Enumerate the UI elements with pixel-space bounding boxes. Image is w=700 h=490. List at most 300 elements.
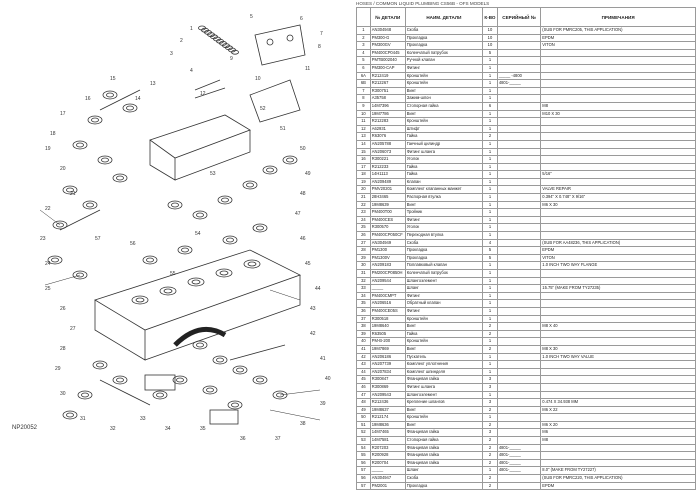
row-part-number: 19M7786 bbox=[370, 110, 405, 118]
row-part-name: Скоба bbox=[405, 27, 482, 35]
row-note: 0.474 X 34.938 MM bbox=[541, 399, 696, 407]
parts-table bbox=[356, 7, 696, 490]
row-part-name: Винт bbox=[405, 345, 482, 353]
row-serial bbox=[497, 194, 540, 202]
row-part-name: Фитинг шланга bbox=[405, 383, 482, 391]
row-serial bbox=[497, 125, 540, 133]
row-note bbox=[541, 156, 696, 164]
row-part-name: Винт bbox=[405, 406, 482, 414]
row-note: EPDM bbox=[541, 482, 696, 490]
row-note bbox=[541, 57, 696, 65]
row-part-name: Шланг bbox=[405, 467, 482, 475]
row-quantity: 5 bbox=[483, 49, 498, 57]
row-note bbox=[541, 368, 696, 376]
row-note: (SUB FOR AA48236, THIS APPLICATION) bbox=[541, 239, 696, 247]
row-part-number: AN206073 bbox=[370, 148, 405, 156]
row-part-name: Поплавковый клапан bbox=[405, 262, 482, 270]
row-quantity: 1 bbox=[483, 209, 498, 217]
diagram-callout: 7 bbox=[320, 31, 323, 37]
row-serial bbox=[497, 209, 540, 217]
table-row bbox=[357, 224, 696, 232]
diagram-callout: 6 bbox=[300, 16, 303, 22]
table-row bbox=[357, 186, 696, 194]
table-row bbox=[357, 361, 696, 369]
row-serial bbox=[497, 178, 540, 186]
row-quantity: 1 bbox=[483, 368, 498, 376]
row-index: 17 bbox=[357, 163, 371, 171]
table-row bbox=[357, 194, 696, 202]
table-header-row bbox=[357, 8, 696, 27]
row-index: 42 bbox=[357, 353, 371, 361]
diagram-callout: 9 bbox=[230, 56, 233, 62]
row-part-name: Шланг bbox=[405, 285, 482, 293]
row-quantity: 2 bbox=[483, 437, 498, 445]
row-note bbox=[541, 133, 696, 141]
row-serial bbox=[497, 429, 540, 437]
row-index: 35 bbox=[357, 300, 371, 308]
row-part-number: _____ bbox=[370, 285, 405, 293]
row-part-number: R207203 bbox=[370, 444, 405, 452]
row-index: 56 bbox=[357, 459, 371, 467]
row-part-name: Переходная втулка bbox=[405, 232, 482, 240]
row-index: 38 bbox=[357, 323, 371, 331]
row-quantity: 1 bbox=[483, 216, 498, 224]
row-note bbox=[541, 95, 696, 103]
row-serial bbox=[497, 307, 540, 315]
row-note: VITON bbox=[541, 254, 696, 262]
row-index: 9 bbox=[357, 102, 371, 110]
row-index: 49 bbox=[357, 406, 371, 414]
row-part-number: AN207834 bbox=[370, 368, 405, 376]
row-serial bbox=[497, 186, 540, 194]
row-index: 18 bbox=[357, 171, 371, 179]
row-part-name: Кронштейн bbox=[405, 72, 482, 80]
row-note: 5/16" bbox=[541, 171, 696, 179]
row-part-name: Комплект шпинделя bbox=[405, 368, 482, 376]
diagram-callout: 15 bbox=[110, 76, 116, 82]
table-row bbox=[357, 118, 696, 126]
row-quantity: 1 bbox=[483, 285, 498, 293]
row-part-name: Пускатель bbox=[405, 353, 482, 361]
row-part-number: PMTB002040 bbox=[370, 57, 405, 65]
diagram-callout: 39 bbox=[320, 401, 326, 407]
row-index: 12 bbox=[357, 125, 371, 133]
table-row bbox=[357, 338, 696, 346]
row-part-name: Шлангоэлемент bbox=[405, 391, 482, 399]
row-part-name: Комплект уплотнения bbox=[405, 361, 482, 369]
row-part-number: PM400CE05S bbox=[370, 307, 405, 315]
row-quantity: 3 bbox=[483, 383, 498, 391]
row-quantity: 1 bbox=[483, 391, 498, 399]
row-serial bbox=[497, 140, 540, 148]
row-quantity: 2 bbox=[483, 444, 498, 452]
row-serial bbox=[497, 421, 540, 429]
table-row bbox=[357, 391, 696, 399]
table-row bbox=[357, 171, 696, 179]
row-part-number: R300518 bbox=[370, 315, 405, 323]
table-row bbox=[357, 323, 696, 331]
row-index: 1 bbox=[357, 27, 371, 35]
row-part-name: Коленчатый патрубок bbox=[405, 270, 482, 278]
row-part-name: Комплект клапанных манжет bbox=[405, 186, 482, 194]
diagram-callout: 43 bbox=[310, 306, 316, 312]
row-quantity: 1 bbox=[483, 194, 498, 202]
row-note bbox=[541, 459, 696, 467]
table-row bbox=[357, 95, 696, 103]
row-part-number: PM400CES bbox=[370, 216, 405, 224]
row-note: M6 X 22 bbox=[541, 406, 696, 414]
row-note bbox=[541, 49, 696, 57]
row-note: VALVE REPAIR bbox=[541, 186, 696, 194]
table-row bbox=[357, 49, 696, 57]
row-part-number: AN304948 bbox=[370, 27, 405, 35]
table-row bbox=[357, 315, 696, 323]
diagram-callout: 2 bbox=[180, 38, 183, 44]
row-index: 37 bbox=[357, 315, 371, 323]
row-note: (SUB FOR PMRC205, THIS APPLICATION) bbox=[541, 27, 696, 35]
table-row bbox=[357, 376, 696, 384]
row-quantity: 1 bbox=[483, 300, 498, 308]
row-index: 19 bbox=[357, 178, 371, 186]
row-index: 8 bbox=[357, 95, 371, 103]
row-index: 32 bbox=[357, 277, 371, 285]
diagram-callout: 48 bbox=[300, 191, 306, 197]
row-note: (SUB FOR PMRC220, THIS APPLICATION) bbox=[541, 475, 696, 483]
row-index: 56 bbox=[357, 475, 371, 483]
row-quantity: 1 bbox=[483, 232, 498, 240]
diagram-callout: 27 bbox=[70, 326, 76, 332]
row-serial bbox=[497, 383, 540, 391]
row-note bbox=[541, 87, 696, 95]
row-quantity: 1 bbox=[483, 72, 498, 80]
row-part-name: Стопорная гайка bbox=[405, 437, 482, 445]
row-note bbox=[541, 178, 696, 186]
row-serial bbox=[497, 277, 540, 285]
row-quantity: 1 bbox=[483, 87, 498, 95]
row-part-number: R212436 bbox=[370, 399, 405, 407]
row-quantity: 2 bbox=[483, 330, 498, 338]
diagram-callout: 26 bbox=[60, 306, 66, 312]
row-index: 15 bbox=[357, 148, 371, 156]
row-part-name: Штифт bbox=[405, 125, 482, 133]
table-row bbox=[357, 353, 696, 361]
table-row bbox=[357, 133, 696, 141]
row-part-name: Кронштейн bbox=[405, 315, 482, 323]
row-part-number: R212267 bbox=[370, 80, 405, 88]
row-serial bbox=[497, 330, 540, 338]
row-part-number: A35758 bbox=[370, 95, 405, 103]
row-quantity: 1 bbox=[483, 57, 498, 65]
row-index: 27 bbox=[357, 239, 371, 247]
row-part-number: R200704 bbox=[370, 459, 405, 467]
row-part-name: Винт bbox=[405, 201, 482, 209]
diagram-callout: 20 bbox=[60, 166, 66, 172]
diagram-callout: 31 bbox=[80, 416, 86, 422]
row-part-name: Клапан bbox=[405, 178, 482, 186]
row-quantity: 2 bbox=[483, 421, 498, 429]
row-index: 6B bbox=[357, 80, 371, 88]
table-row bbox=[357, 156, 696, 164]
row-part-number: R212233 bbox=[370, 163, 405, 171]
row-part-name: Обратный клапан bbox=[405, 300, 482, 308]
row-quantity: 5 bbox=[483, 254, 498, 262]
row-part-number: PM1300V bbox=[370, 254, 405, 262]
row-part-number: AN207739 bbox=[370, 361, 405, 369]
row-serial bbox=[497, 110, 540, 118]
row-serial bbox=[497, 338, 540, 346]
table-row bbox=[357, 148, 696, 156]
row-part-number: R200928 bbox=[370, 452, 405, 460]
diagram-callout: 1 bbox=[190, 26, 193, 32]
row-index: 7 bbox=[357, 87, 371, 95]
diagram-callout: 33 bbox=[140, 416, 146, 422]
row-part-number: PM300GV bbox=[370, 42, 405, 50]
row-index: 5 bbox=[357, 57, 371, 65]
row-serial bbox=[497, 323, 540, 331]
row-part-number: R212419 bbox=[370, 72, 405, 80]
row-note: 1.0 INCH TWO WAY VALUE bbox=[541, 353, 696, 361]
table-row bbox=[357, 102, 696, 110]
table-row bbox=[357, 459, 696, 467]
diagram-callout: 3 bbox=[170, 51, 173, 57]
table-row bbox=[357, 80, 696, 88]
table-row bbox=[357, 444, 696, 452]
row-index: 30 bbox=[357, 262, 371, 270]
row-serial: 4801-_____ bbox=[497, 459, 540, 467]
row-serial bbox=[497, 95, 540, 103]
row-part-name: Прокладка bbox=[405, 247, 482, 255]
row-serial bbox=[497, 87, 540, 95]
row-part-name: Винт bbox=[405, 87, 482, 95]
row-quantity: 1 bbox=[483, 186, 498, 194]
document-title: HOSES / COMMON LIQUID PLUMBING CS56B - OFS MODELS bbox=[356, 1, 490, 6]
row-part-name: Прокладка bbox=[405, 482, 482, 490]
row-part-number: R300570 bbox=[370, 224, 405, 232]
row-serial bbox=[497, 239, 540, 247]
row-quantity: 1 bbox=[483, 224, 498, 232]
diagram-callout: 57 bbox=[95, 236, 101, 242]
row-index: 31 bbox=[357, 270, 371, 278]
row-serial bbox=[497, 216, 540, 224]
parts-list-document bbox=[356, 0, 700, 488]
row-part-name: Скоба bbox=[405, 475, 482, 483]
row-serial: 4801-_____ bbox=[497, 467, 540, 475]
row-quantity: 1 bbox=[483, 353, 498, 361]
diagram-callout: 55 bbox=[170, 271, 176, 277]
row-note bbox=[541, 292, 696, 300]
row-note bbox=[541, 232, 696, 240]
row-part-number: R300751 bbox=[370, 87, 405, 95]
diagram-callout: 34 bbox=[165, 426, 171, 432]
row-part-name: Распорная втулка bbox=[405, 194, 482, 202]
diagram-callout: 23 bbox=[40, 236, 46, 242]
table-row bbox=[357, 110, 696, 118]
row-part-number: AN206516 bbox=[370, 300, 405, 308]
row-quantity: 2 bbox=[483, 323, 498, 331]
row-index: 4 bbox=[357, 49, 371, 57]
row-note bbox=[541, 224, 696, 232]
row-note bbox=[541, 414, 696, 422]
row-index: 3 bbox=[357, 42, 371, 50]
row-part-number: 19M8640 bbox=[370, 323, 405, 331]
row-serial bbox=[497, 262, 540, 270]
row-part-number: 19M7869 bbox=[370, 345, 405, 353]
row-serial bbox=[497, 171, 540, 179]
row-part-number: R212283 bbox=[370, 118, 405, 126]
row-index: 44 bbox=[357, 368, 371, 376]
row-part-number: AN304949 bbox=[370, 239, 405, 247]
table-row bbox=[357, 270, 696, 278]
row-part-number: 14M7396 bbox=[370, 102, 405, 110]
row-index: 34 bbox=[357, 292, 371, 300]
row-index: 16 bbox=[357, 156, 371, 164]
row-note: M6 bbox=[541, 429, 696, 437]
row-index: 6A bbox=[357, 72, 371, 80]
row-part-name: Винт bbox=[405, 421, 482, 429]
row-note bbox=[541, 72, 696, 80]
row-serial bbox=[497, 57, 540, 65]
table-row bbox=[357, 307, 696, 315]
row-note bbox=[541, 64, 696, 72]
col-header-quantity: К-ВО bbox=[483, 8, 498, 27]
diagram-callout: 52 bbox=[260, 106, 266, 112]
table-row bbox=[357, 72, 696, 80]
row-part-name: Кронштейн bbox=[405, 80, 482, 88]
row-quantity: 1 bbox=[483, 118, 498, 126]
row-part-number: 14H1113 bbox=[370, 171, 405, 179]
row-serial bbox=[497, 201, 540, 209]
row-quantity: 1 bbox=[483, 414, 498, 422]
diagram-callout: 32 bbox=[110, 426, 116, 432]
row-serial bbox=[497, 376, 540, 384]
diagram-callout: 28 bbox=[60, 346, 66, 352]
diagram-callout: 45 bbox=[305, 261, 311, 267]
row-part-number: PM-B-200 bbox=[370, 338, 405, 346]
row-quantity: 3 bbox=[483, 399, 498, 407]
table-row bbox=[357, 277, 696, 285]
row-index: 10 bbox=[357, 110, 371, 118]
row-quantity: 1 bbox=[483, 125, 498, 133]
row-note bbox=[541, 338, 696, 346]
table-row bbox=[357, 406, 696, 414]
diagram-callout: 41 bbox=[320, 356, 326, 362]
table-row bbox=[357, 399, 696, 407]
row-serial bbox=[497, 475, 540, 483]
row-part-number: AN206186 bbox=[370, 353, 405, 361]
row-part-name: Прокладка bbox=[405, 254, 482, 262]
row-quantity: 1 bbox=[483, 315, 498, 323]
row-note bbox=[541, 216, 696, 224]
table-row bbox=[357, 467, 696, 475]
row-serial bbox=[497, 254, 540, 262]
row-part-number: PM300-CAP bbox=[370, 64, 405, 72]
row-index: 20 bbox=[357, 186, 371, 194]
row-index: 26 bbox=[357, 232, 371, 240]
row-index: 21 bbox=[357, 194, 371, 202]
row-note bbox=[541, 361, 696, 369]
row-part-number: 19M8637 bbox=[370, 406, 405, 414]
row-part-name: Гайка bbox=[405, 330, 482, 338]
row-note bbox=[541, 277, 696, 285]
row-note: VITON bbox=[541, 42, 696, 50]
row-serial bbox=[497, 232, 540, 240]
row-quantity: 1 bbox=[483, 148, 498, 156]
row-note bbox=[541, 452, 696, 460]
row-quantity: 2 bbox=[483, 482, 498, 490]
row-quantity: 1 bbox=[483, 277, 498, 285]
row-note: 0.394" X 0.748" X 9/16" bbox=[541, 194, 696, 202]
row-serial bbox=[497, 315, 540, 323]
row-part-name: Фланцевая гайка bbox=[405, 429, 482, 437]
row-note bbox=[541, 140, 696, 148]
col-header-detail-number: № ДЕТАЛИ bbox=[370, 8, 405, 27]
table-row bbox=[357, 163, 696, 171]
table-row bbox=[357, 239, 696, 247]
diagram-callout: 29 bbox=[55, 366, 61, 372]
table-row bbox=[357, 178, 696, 186]
row-note: M6 X 20 bbox=[541, 421, 696, 429]
row-quantity: 3 bbox=[483, 376, 498, 384]
row-serial bbox=[497, 414, 540, 422]
figure-code: NP20052 bbox=[12, 425, 38, 431]
table-row bbox=[357, 421, 696, 429]
row-part-number: PM400CP0445 bbox=[370, 49, 405, 57]
diagram-callout: 18 bbox=[50, 131, 56, 137]
row-part-number: R63505 bbox=[370, 330, 405, 338]
table-row bbox=[357, 125, 696, 133]
row-part-number: R300869 bbox=[370, 383, 405, 391]
row-note bbox=[541, 330, 696, 338]
row-serial bbox=[497, 102, 540, 110]
row-serial bbox=[497, 300, 540, 308]
diagram-callout: 37 bbox=[275, 436, 281, 442]
table-row bbox=[357, 254, 696, 262]
exploded-view-drawing bbox=[0, 0, 352, 465]
row-index: 33 bbox=[357, 285, 371, 293]
row-serial bbox=[497, 133, 540, 141]
diagram-callout: 17 bbox=[60, 111, 66, 117]
row-part-name: Уголок bbox=[405, 224, 482, 232]
row-index: 28 bbox=[357, 247, 371, 255]
row-index: 57 bbox=[357, 467, 371, 475]
row-part-number: AN209544 bbox=[370, 277, 405, 285]
diagram-callout: 53 bbox=[210, 171, 216, 177]
row-note bbox=[541, 163, 696, 171]
table-row bbox=[357, 429, 696, 437]
row-part-name: Гайка bbox=[405, 163, 482, 171]
row-part-number: PM2001 bbox=[370, 482, 405, 490]
diagram-callout: 40 bbox=[325, 376, 331, 382]
diagram-callout: 47 bbox=[295, 211, 301, 217]
row-index: 43 bbox=[357, 361, 371, 369]
diagram-callout: 25 bbox=[45, 286, 51, 292]
row-quantity: 1 bbox=[483, 262, 498, 270]
table-row bbox=[357, 330, 696, 338]
diagram-callout: 51 bbox=[280, 126, 286, 132]
row-part-name: Прокладка bbox=[405, 42, 482, 50]
row-index: 54 bbox=[357, 444, 371, 452]
row-part-name: Тройник bbox=[405, 209, 482, 217]
row-part-number: PM300-G bbox=[370, 34, 405, 42]
row-serial bbox=[497, 64, 540, 72]
row-serial: _____ -4800 bbox=[497, 72, 540, 80]
table-row bbox=[357, 140, 696, 148]
diagram-callout: 42 bbox=[310, 331, 316, 337]
row-quantity: 1 bbox=[483, 163, 498, 171]
diagram-callout: 19 bbox=[45, 146, 51, 152]
row-index: 2 bbox=[357, 34, 371, 42]
row-part-number: R212174 bbox=[370, 414, 405, 422]
